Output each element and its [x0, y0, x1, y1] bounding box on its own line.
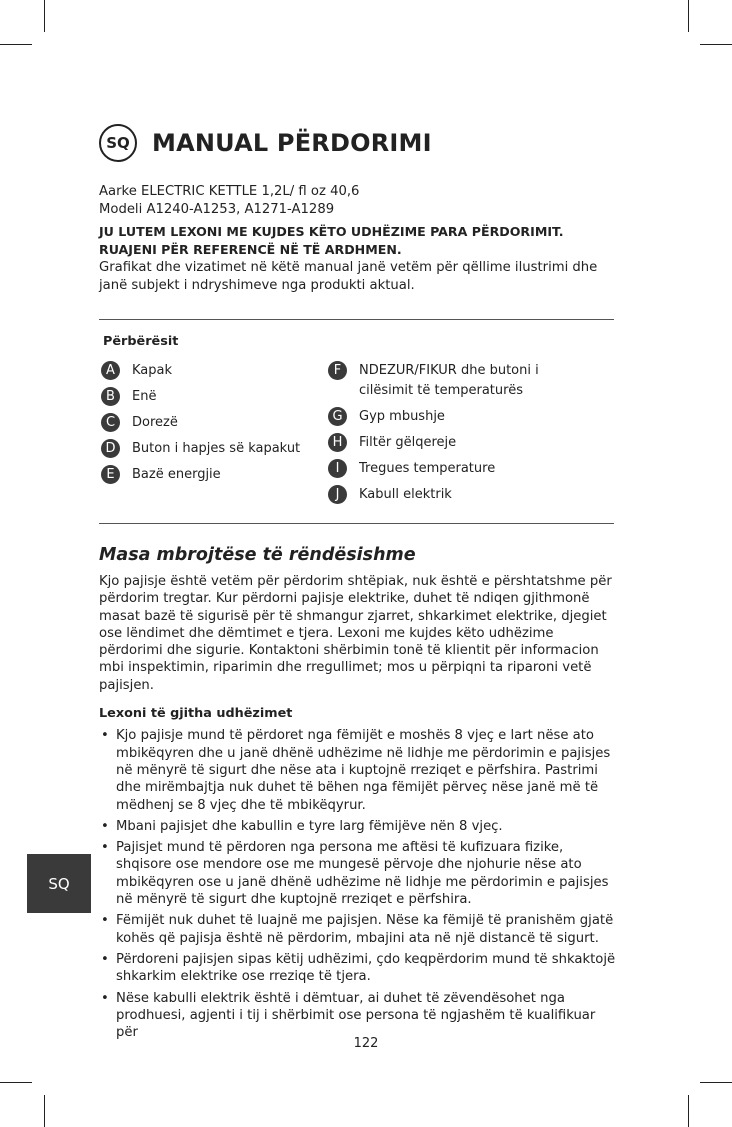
model-line: Modeli A1240-A1253, A1271-A1289	[99, 202, 335, 217]
page-number: 122	[353, 1036, 379, 1051]
component-label: NDEZUR/FIKUR dhe butoni i cilësimit të temperaturës	[359, 363, 539, 398]
crop-mark-bottom-right-vertical	[688, 1095, 689, 1127]
crop-mark-bottom-left-horizontal	[0, 1082, 32, 1083]
component-item	[101, 465, 300, 485]
bullet-item: • Përdoreni pajisjen sipas këtij udhëzimi, çdo keqpërdorim mund të shkaktojë shkarkim elektrike ose rreziqe të tjera.	[99, 951, 616, 986]
language-side-tab: SQ	[27, 854, 91, 913]
bullet-item: • Nëse kabulli elektrik është i dëmtuar, ai duhet të zëvendësohet nga prodhuesi, agjenti i tij i shërbimit ose persona të ngjashëm të kualifikuar për	[99, 990, 616, 1042]
divider-top	[99, 319, 614, 320]
component-label: Kabull elektrik	[359, 487, 452, 502]
letter-badge: E	[101, 465, 120, 484]
component-item	[101, 387, 300, 407]
component-item	[101, 413, 300, 433]
letter-badge: G	[328, 407, 347, 426]
component-label: Gyp mbushje	[359, 409, 445, 424]
component-item	[328, 407, 559, 427]
divider-bottom	[99, 523, 614, 524]
component-label: Enë	[132, 389, 157, 404]
warning-line-2: RUAJENI PËR REFERENCË NË TË ARDHMEN.	[99, 242, 402, 257]
bullet-item: • Pajisjet mund të përdoren nga persona me aftësi të kufizuara fizike, shqisore ose mendore ose me mungesë përvoje dhe njohurie nëse ato mbikëqyren ose u janë dhënë udhëzime në lidhje me përdorimin e pajisjes në mënyrë të sigurt dhe kuptojnë rreziqet e përfshira.	[99, 839, 616, 908]
component-label: Bazë energjie	[132, 467, 221, 482]
components-list-left	[101, 361, 300, 491]
component-item	[328, 433, 559, 453]
letter-badge: I	[328, 459, 347, 478]
crop-mark-top-right-horizontal	[700, 44, 732, 45]
component-label: Filtër gëlqereje	[359, 435, 457, 450]
disclaimer: Grafikat dhe vizatimet në këtë manual janë vetëm për qëllime ilustrimi dhe janë subjekt i ndryshimeve nga produkti aktual.	[99, 260, 598, 293]
bullet-item: • Fëmijët nuk duhet të luajnë me pajisjen. Nëse ka fëmijë të pranishëm gjatë kohës që pajisja është në përdorim, mbajini ata në një distancë të sigurt.	[99, 912, 616, 947]
component-label: Kapak	[132, 363, 173, 378]
safety-paragraph: Kjo pajisje është vetëm për përdorim shtëpiak, nuk është e përshtatshme për përdorim tregtar. Kur përdorni pajisje elektrike, duhet të ndiqen gjithmonë masat bazë të sigurisë për të shmangur zjarret, shkarkimet elektrike, djegiet ose lëndimet dhe dëmtimet e tjera. Lexoni me kujdes këto udhëzime përdorimi dhe sigurie. Kontaktoni shërbimin tonë të klientit për informacion mbi inspektimin, riparimin dhe rregullimet; mos u përpiqni ta riparoni vetë pajisjen.	[99, 574, 612, 693]
letter-badge: A	[101, 361, 120, 380]
intro-section	[99, 183, 619, 295]
safety-title: Masa mbrojtëse të rëndësishme	[99, 545, 416, 565]
component-item	[328, 459, 559, 479]
component-item	[328, 361, 559, 401]
safety-body	[99, 573, 616, 1045]
components-list-right	[328, 361, 559, 511]
letter-badge: H	[328, 433, 347, 452]
bullet-item: • Kjo pajisje mund të përdoret nga fëmijët e moshës 8 vjeç e lart nëse ato mbikëqyren dhe u janë dhënë udhëzime në lidhje me përdorimin e pajisjes në mënyrë të sigurt dhe nëse ata i kuptojnë rreziqet e përfshira. Pastrimi dhe mirëmbajtja nuk duhet të bëhen nga fëmijët përveç nëse janë më të mëdhenj se 8 vjeç dhe të mbikëqyrur.	[99, 727, 616, 813]
page-title: MANUAL PËRDORIMI	[152, 129, 432, 157]
component-item	[328, 485, 559, 505]
crop-mark-bottom-right-horizontal	[700, 1082, 732, 1083]
crop-mark-top-left-horizontal	[0, 44, 32, 45]
letter-badge: D	[101, 439, 120, 458]
warning-line-1: JU LUTEM LEXONI ME KUJDES KËTO UDHËZIME PARA PËRDORIMIT.	[99, 224, 564, 239]
letter-badge: J	[328, 485, 347, 504]
page-header	[99, 124, 432, 162]
component-item	[101, 361, 300, 381]
letter-badge: F	[328, 361, 347, 380]
product-line: Aarke ELECTRIC KETTLE 1,2L/ fl oz 40,6	[99, 184, 360, 199]
letter-badge: B	[101, 387, 120, 406]
language-badge: SQ	[99, 124, 137, 162]
components-title: Përbërësit	[103, 334, 179, 349]
component-item	[101, 439, 300, 459]
crop-mark-bottom-left-vertical	[44, 1095, 45, 1127]
letter-badge: C	[101, 413, 120, 432]
component-label: Tregues temperature	[359, 461, 496, 476]
safety-bullet-list	[99, 727, 616, 1041]
bullet-item: • Mbani pajisjet dhe kabullin e tyre larg fëmijëve nën 8 vjeç.	[99, 818, 616, 835]
component-label: Buton i hapjes së kapakut	[132, 441, 301, 456]
safety-subhead: Lexoni të gjitha udhëzimet	[99, 706, 293, 722]
crop-mark-top-left-vertical	[44, 0, 45, 32]
component-label: Dorezë	[132, 415, 178, 430]
crop-mark-top-right-vertical	[688, 0, 689, 32]
